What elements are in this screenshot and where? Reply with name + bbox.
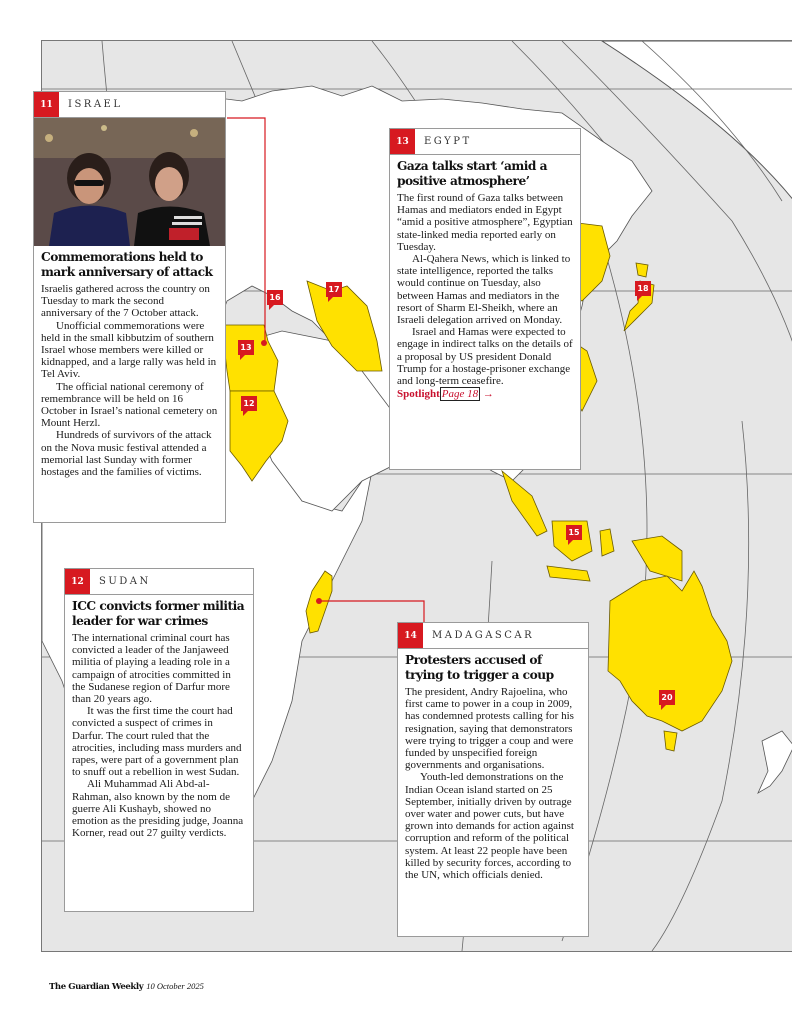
story-paragraph: Hundreds of survivors of the attack on the Nova music festival attended a memorial last Sunday with former hostages and the families of victims. — [41, 429, 212, 479]
story-number: 14 — [398, 623, 423, 648]
story-paragraph: Youth-led demonstrations on the Indian Ocean island started on 25 September, initially driven by outrage over water and power cuts, but have grown into demands for action against corruption and reform of the political system. At least 22 people have been killed by security forces, according to the UN, which officials denied. — [405, 771, 574, 882]
story-header — [390, 129, 580, 155]
story-card-madagascar — [397, 622, 589, 937]
issue-date: 10 October 2025 — [146, 981, 204, 991]
story-paragraph: It was the first time the court had convicted a suspect of crimes in Darfur. The court ruled that the atrocities, including mass murders and rapes, were part of a government plan to snuff out a rebellion in west Sudan. — [72, 705, 242, 779]
story-headline: Gaza talks start ‘amid a positive atmosphere’ — [397, 159, 548, 188]
story-paragraph: Ali Muhammad Ali Abd-al-Rahman, also known by the nom de guerre Ali Kushayb, showed no emotion as the presiding judge, Joanna Korner, read out 27 guilty verdicts. — [72, 778, 244, 840]
story-region: EGYPT — [424, 136, 472, 147]
page-reference[interactable]: Page 18 — [441, 388, 479, 401]
marker-12[interactable]: 12 — [241, 396, 257, 411]
photo-illustration — [34, 118, 225, 246]
story-paragraph: The international criminal court has convicted a leader of the Janjaweed militia of playing a leading role in a campaign of atrocities committed in the Sudanese region of Darfur more than 20 years ago. — [72, 632, 231, 706]
story-body — [34, 246, 225, 484]
marker-20[interactable]: 20 — [659, 690, 675, 705]
story-header — [398, 623, 588, 649]
story-paragraph: The president, Andry Rajoelina, who first came to power in a coup in 2009, has condemned protests calling for his resignation, saying that demonstrators were trying to trigger a coup and were funded by unspecified foreign governments and organisations. — [405, 686, 574, 772]
story-header — [34, 92, 225, 118]
marker-16[interactable]: 16 — [267, 290, 283, 305]
marker-13[interactable]: 13 — [238, 340, 254, 355]
story-card-sudan — [64, 568, 254, 912]
story-number: 13 — [390, 129, 415, 154]
marker-17[interactable]: 17 — [326, 282, 342, 297]
story-paragraph: Al-Qahera News, which is linked to state intelligence, reported the talks would continue on Tuesday, also between Hamas and mediators in the resort of Sharm El-Sheikh, where an Israeli delegation arrived on Monday. — [397, 253, 571, 327]
story-region: SUDAN — [99, 576, 151, 587]
page-footer — [49, 981, 204, 992]
story-number: 11 — [34, 92, 59, 117]
story-region: ISRAEL — [68, 99, 123, 110]
story-region: MADAGASCAR — [432, 630, 535, 641]
arrow-right-icon: → — [482, 388, 494, 401]
story-number: 12 — [65, 569, 90, 594]
story-photo — [34, 118, 225, 246]
madagascar-dot — [316, 598, 322, 604]
story-paragraph: The first round of Gaza talks between Hamas and mediators ended in Egypt “amid a positive atmosphere”, Egyptian state-linked media reported early on Tuesday. — [397, 192, 573, 253]
story-paragraph: Israel and Hamas were expected to engage in indirect talks on the details of a proposal by US president Donald Trump for a hostage-prisoner exchange and long-term ceasefire. — [397, 326, 573, 388]
story-paragraph: Unofficial commemorations were held in the small kibbutzim of southern Israel whose members were killed or kidnapped, and a large rally was held in Tel Aviv. — [41, 319, 217, 381]
marker-15[interactable]: 15 — [566, 525, 582, 540]
story-body — [65, 595, 253, 845]
story-card-egypt — [389, 128, 581, 470]
publication-name: The Guardian Weekly — [49, 982, 144, 992]
story-paragraph: Israelis gathered across the country on Tuesday to mark the second anniversary of the 7 October attack. — [41, 283, 210, 320]
story-headline: Commemorations held to mark anniversary of attack — [41, 250, 213, 279]
story-header — [65, 569, 253, 595]
spotlight-link[interactable] — [397, 388, 573, 400]
israel-dot — [261, 340, 267, 346]
spotlight-label: Spotlight — [397, 388, 440, 401]
story-headline: Protesters accused of trying to trigger a coup — [405, 653, 554, 682]
story-body — [390, 155, 580, 406]
story-card-israel — [33, 91, 226, 523]
story-headline: ICC convicts former militia leader for war crimes — [72, 599, 245, 628]
marker-18[interactable]: 18 — [635, 281, 651, 296]
story-paragraph: The official national ceremony of remembrance will be held on 16 October in Israel’s national cemetery on Mount Herzl. — [41, 380, 218, 430]
story-body — [398, 649, 588, 887]
